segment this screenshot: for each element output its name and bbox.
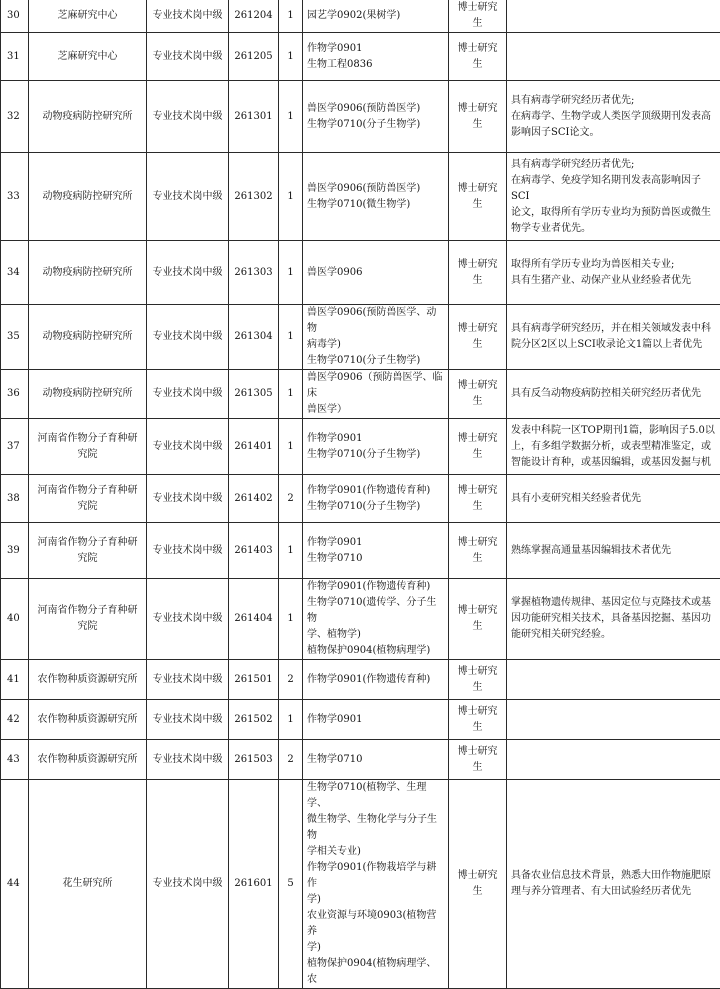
major-requirements-line: 学、植物学) (307, 627, 444, 643)
other-requirements-line: 理与养分管理者、有大田试验经历者优先 (511, 884, 716, 900)
row-number: 42 (1, 700, 29, 740)
table-row (1, 579, 720, 660)
other-requirements (507, 740, 720, 780)
education-level: 博士研究生 (449, 241, 507, 305)
table-row (1, 780, 720, 989)
row-number: 33 (1, 153, 29, 241)
table-row (1, 241, 720, 305)
post-level: 专业技术岗中级 (147, 305, 229, 370)
major-requirements-line: 兽医学0906 (307, 265, 444, 281)
other-requirements (507, 700, 720, 740)
row-number: 36 (1, 370, 29, 419)
unit-name: 河南省作物分子育种研究院 (29, 419, 147, 475)
hire-count: 1 (279, 0, 303, 33)
major-requirements (303, 660, 449, 700)
other-requirements-line: 物学专业者优先。 (511, 221, 716, 237)
major-requirements-line: 作物学0901 (307, 712, 444, 728)
post-level: 专业技术岗中级 (147, 740, 229, 780)
other-requirements-line: 具有病毒学研究经历，并在相关领域发表中科 (511, 321, 716, 337)
post-level: 专业技术岗中级 (147, 0, 229, 33)
major-requirements (303, 475, 449, 523)
other-requirements-line: 智能设计育种，或基因编辑，或基因发掘与机 (511, 455, 716, 471)
unit-name: 农作物种质资源研究所 (29, 660, 147, 700)
major-requirements-line: 兽医学） (307, 402, 444, 418)
post-code: 261601 (229, 780, 279, 989)
other-requirements-line: 发表中科院一区TOP期刊1篇，影响因子5.0以 (511, 423, 716, 439)
table-row (1, 660, 720, 700)
education-level: 博士研究生 (449, 419, 507, 475)
education-level: 博士研究生 (449, 81, 507, 153)
other-requirements-line: 取得所有学历专业均为兽医相关专业; (511, 257, 716, 273)
post-level: 专业技术岗中级 (147, 33, 229, 81)
other-requirements (507, 33, 720, 81)
major-requirements-line: 兽医学0906（预防兽医学、临床 (307, 370, 444, 402)
post-code: 261404 (229, 579, 279, 660)
education-level: 博士研究生 (449, 153, 507, 241)
major-requirements (303, 241, 449, 305)
unit-name: 动物疫病防控研究所 (29, 81, 147, 153)
row-number: 41 (1, 660, 29, 700)
major-requirements-line: 微生物学、生物化学与分子生物 (307, 812, 444, 844)
post-level: 专业技术岗中级 (147, 475, 229, 523)
major-requirements (303, 700, 449, 740)
other-requirements (507, 305, 720, 370)
major-requirements (303, 740, 449, 780)
unit-name: 芝麻研究中心 (29, 0, 147, 33)
row-number: 35 (1, 305, 29, 370)
major-requirements (303, 0, 449, 33)
hire-count: 1 (279, 153, 303, 241)
education-level: 博士研究生 (449, 475, 507, 523)
education-level: 博士研究生 (449, 660, 507, 700)
other-requirements (507, 579, 720, 660)
row-number: 31 (1, 33, 29, 81)
major-requirements-line: 作物学0901(作物遗传育种) (307, 579, 444, 595)
table-row (1, 33, 720, 81)
row-number: 44 (1, 780, 29, 989)
unit-name: 动物疫病防控研究所 (29, 241, 147, 305)
table-row (1, 475, 720, 523)
post-level: 专业技术岗中级 (147, 660, 229, 700)
major-requirements-line: 兽医学0906(预防兽医学、动物 (307, 305, 444, 337)
other-requirements-line: 具有病毒学研究经历者优先; (511, 93, 716, 109)
post-code: 261301 (229, 81, 279, 153)
major-requirements-line: 作物学0901 (307, 431, 444, 447)
other-requirements-line: 在病毒学、生物学或人类医学顶级期刊发表高 (511, 109, 716, 125)
major-requirements-line: 学) (307, 940, 444, 956)
education-level: 博士研究生 (449, 579, 507, 660)
major-requirements-line: 作物学0901(作物栽培学与耕作 (307, 860, 444, 892)
education-level: 博士研究生 (449, 370, 507, 419)
education-level: 博士研究生 (449, 523, 507, 579)
hire-count: 1 (279, 419, 303, 475)
major-requirements-line: 生物学0710(分子生物学) (307, 117, 444, 133)
major-requirements (303, 305, 449, 370)
hire-count: 2 (279, 660, 303, 700)
major-requirements (303, 370, 449, 419)
table-row (1, 153, 720, 241)
major-requirements (303, 81, 449, 153)
post-code: 261303 (229, 241, 279, 305)
hire-count: 1 (279, 81, 303, 153)
hire-count: 1 (279, 33, 303, 81)
table-row (1, 305, 720, 370)
post-level: 专业技术岗中级 (147, 81, 229, 153)
major-requirements-line: 病毒学) (307, 337, 444, 353)
table-row (1, 0, 720, 33)
post-code: 261402 (229, 475, 279, 523)
major-requirements-line: 兽医学0906(预防兽医学) (307, 181, 444, 197)
other-requirements (507, 81, 720, 153)
row-number: 40 (1, 579, 29, 660)
hire-count: 1 (279, 579, 303, 660)
education-level: 博士研究生 (449, 740, 507, 780)
other-requirements-line: 因功能研究相关技术，具备基因挖掘、基因功 (511, 611, 716, 627)
row-number: 30 (1, 0, 29, 33)
hire-count: 1 (279, 305, 303, 370)
major-requirements-line: 生物学0710 (307, 551, 444, 567)
other-requirements (507, 241, 720, 305)
post-level: 专业技术岗中级 (147, 700, 229, 740)
post-level: 专业技术岗中级 (147, 241, 229, 305)
major-requirements-line: 生物学0710(遗传学、分子生物 (307, 595, 444, 627)
other-requirements (507, 660, 720, 700)
other-requirements-line: 具备农业信息技术背景，熟悉大田作物施肥原 (511, 868, 716, 884)
major-requirements (303, 579, 449, 660)
major-requirements-line: 园艺学0902(果树学) (307, 8, 444, 24)
other-requirements (507, 370, 720, 419)
other-requirements-line: 具有病毒学研究经历者优先; (511, 157, 716, 173)
education-level: 博士研究生 (449, 0, 507, 33)
row-number: 39 (1, 523, 29, 579)
major-requirements-line: 作物学0901(作物遗传育种) (307, 483, 444, 499)
row-number: 38 (1, 475, 29, 523)
other-requirements-line: 具有小麦研究相关经验者优先 (511, 491, 716, 507)
post-code: 261503 (229, 740, 279, 780)
hire-count: 2 (279, 740, 303, 780)
unit-name: 河南省作物分子育种研究院 (29, 475, 147, 523)
other-requirements (507, 523, 720, 579)
major-requirements-line: 作物学0901 (307, 535, 444, 551)
major-requirements-line: 生物学0710(分子生物学) (307, 447, 444, 463)
other-requirements-line: 影响因子SCI论文。 (511, 125, 716, 141)
post-code: 261302 (229, 153, 279, 241)
unit-name: 农作物种质资源研究所 (29, 700, 147, 740)
table-row (1, 740, 720, 780)
table-row (1, 700, 720, 740)
unit-name: 农作物种质资源研究所 (29, 740, 147, 780)
post-level: 专业技术岗中级 (147, 419, 229, 475)
hire-count: 2 (279, 475, 303, 523)
major-requirements-line: 生物学0710(微生物学) (307, 197, 444, 213)
table-row (1, 419, 720, 475)
table-row (1, 370, 720, 419)
major-requirements-line: 作物学0901 (307, 41, 444, 57)
other-requirements-line: 院分区2区以上SCI收录论文1篇以上者优先 (511, 337, 716, 353)
unit-name: 动物疫病防控研究所 (29, 370, 147, 419)
row-number: 32 (1, 81, 29, 153)
hire-count: 1 (279, 523, 303, 579)
hire-count: 5 (279, 780, 303, 989)
major-requirements-line: 生物学0710 (307, 752, 444, 768)
major-requirements-line: 生物学0710(植物学、生理学、 (307, 780, 444, 812)
table-row (1, 81, 720, 153)
major-requirements-line: 农业资源与环境0903(植物营养 (307, 908, 444, 940)
unit-name: 河南省作物分子育种研究院 (29, 579, 147, 660)
other-requirements-line: 熟练掌握高通量基因编辑技术者优先 (511, 543, 716, 559)
unit-name: 花生研究所 (29, 780, 147, 989)
other-requirements-line: 掌握植物遗传规律、基因定位与克隆技术或基 (511, 595, 716, 611)
major-requirements-line: 植物保护0904(植物病理学、农 (307, 956, 444, 988)
major-requirements-line: 生物工程0836 (307, 57, 444, 73)
education-level: 博士研究生 (449, 700, 507, 740)
other-requirements-line: 上，有多组学数据分析，或表型精准鉴定，或 (511, 439, 716, 455)
other-requirements-line: 在病毒学、免疫学知名期刊发表高影响因子SCI (511, 173, 716, 205)
major-requirements-line: 生物学0710(分子生物学) (307, 499, 444, 515)
other-requirements (507, 419, 720, 475)
post-level: 专业技术岗中级 (147, 523, 229, 579)
unit-name: 动物疫病防控研究所 (29, 305, 147, 370)
hire-count: 1 (279, 241, 303, 305)
major-requirements (303, 419, 449, 475)
major-requirements-line: 生物学0710(分子生物学) (307, 353, 444, 369)
major-requirements-line: 植物保护0904(植物病理学) (307, 643, 444, 659)
other-requirements (507, 780, 720, 989)
post-code: 261305 (229, 370, 279, 419)
post-code: 261304 (229, 305, 279, 370)
other-requirements-line: 能研究相关研究经验。 (511, 627, 716, 643)
post-level: 专业技术岗中级 (147, 780, 229, 989)
unit-name: 河南省作物分子育种研究院 (29, 523, 147, 579)
other-requirements (507, 0, 720, 33)
table-body (1, 0, 720, 989)
major-requirements (303, 33, 449, 81)
major-requirements (303, 523, 449, 579)
major-requirements-line: 兽医学0906(预防兽医学) (307, 101, 444, 117)
major-requirements-line: 学) (307, 892, 444, 908)
post-code: 261204 (229, 0, 279, 33)
table-row (1, 523, 720, 579)
post-level: 专业技术岗中级 (147, 153, 229, 241)
row-number: 37 (1, 419, 29, 475)
row-number: 43 (1, 740, 29, 780)
unit-name: 芝麻研究中心 (29, 33, 147, 81)
education-level: 博士研究生 (449, 33, 507, 81)
other-requirements (507, 475, 720, 523)
other-requirements-line: 具有生猪产业、动保产业从业经验者优先 (511, 273, 716, 289)
major-requirements-line: 作物学0901(作物遗传育种) (307, 672, 444, 688)
post-code: 261205 (229, 33, 279, 81)
other-requirements-line: 论文，取得所有学历专业均为预防兽医或微生 (511, 205, 716, 221)
post-level: 专业技术岗中级 (147, 370, 229, 419)
major-requirements (303, 780, 449, 989)
post-code: 261502 (229, 700, 279, 740)
other-requirements (507, 153, 720, 241)
row-number: 34 (1, 241, 29, 305)
post-code: 261403 (229, 523, 279, 579)
unit-name: 动物疫病防控研究所 (29, 153, 147, 241)
major-requirements (303, 153, 449, 241)
hire-count: 1 (279, 370, 303, 419)
post-code: 261501 (229, 660, 279, 700)
other-requirements-line: 具有反刍动物疫病防控相关研究经历者优先 (511, 386, 716, 402)
post-level: 专业技术岗中级 (147, 579, 229, 660)
education-level: 博士研究生 (449, 305, 507, 370)
hire-count: 1 (279, 700, 303, 740)
post-code: 261401 (229, 419, 279, 475)
education-level: 博士研究生 (449, 780, 507, 989)
major-requirements-line: 学相关专业) (307, 844, 444, 860)
